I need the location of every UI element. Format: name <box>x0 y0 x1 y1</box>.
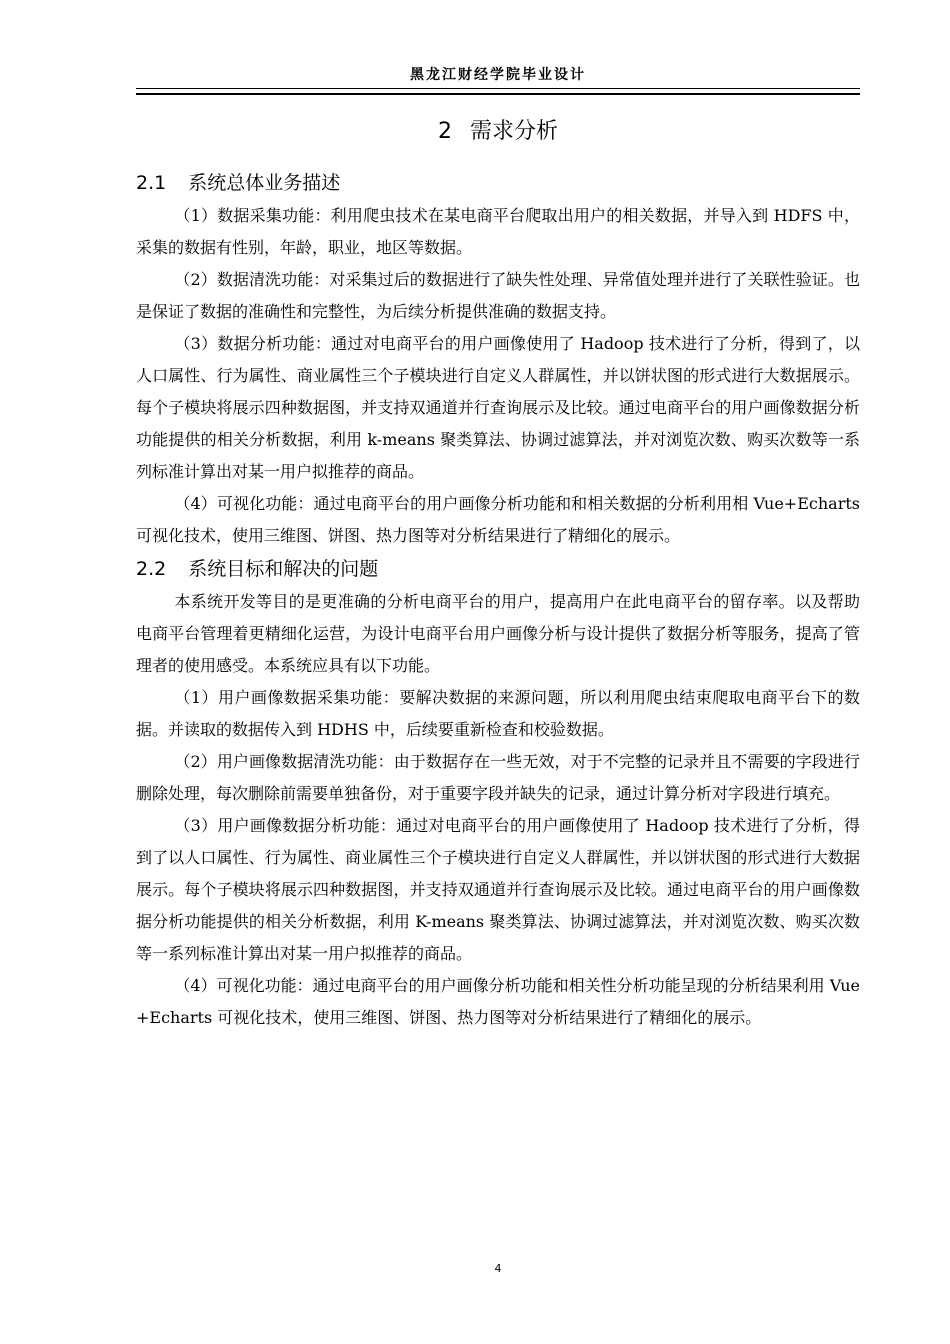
paragraph: （4）可视化功能：通过电商平台的用户画像分析功能和相关性分析功能呈现的分析结果利用 Vue+Echarts 可视化技术，使用三维图、饼图、热力图等对分析结果进行了精细化的展示。 <box>136 976 860 1027</box>
section-number: 2.2 <box>136 558 167 580</box>
paragraph: （1）用户画像数据采集功能：要解决数据的来源问题，所以利用爬虫结束爬取电商平台下的数据。并读取的数据传入到 HDHS 中，后续要重新检查和校验数据。 <box>136 688 860 739</box>
paragraph: （2）数据清洗功能：对采集过后的数据进行了缺失性处理、异常值处理并进行了关联性验证。也是保证了数据的准确性和完整性，为后续分析提供准确的数据支持。 <box>136 270 860 321</box>
section-title: 系统总体业务描述 <box>188 172 341 194</box>
header-rule <box>136 88 860 95</box>
paragraph: （4）可视化功能：通过电商平台的用户画像分析功能和和相关数据的分析利用相 Vue+Echarts 可视化技术，使用三维图、饼图、热力图等对分析结果进行了精细化的展示。 <box>136 494 860 545</box>
section-number: 2.1 <box>136 172 167 194</box>
section-heading-2-1 <box>136 166 860 200</box>
paragraph: （1）数据采集功能：利用爬虫技术在某电商平台爬取出用户的相关数据，并导入到 HDFS 中，采集的数据有性别，年龄，职业，地区等数据。 <box>136 206 860 257</box>
paragraph: 本系统开发等目的是更准确的分析电商平台的用户，提高用户在此电商平台的留存率。以及帮助电商平台管理着更精细化运营，为设计电商平台用户画像分析与设计提供了数据分析等服务，提高了管理者的使用感受。本系统应具有以下功能。 <box>136 592 860 675</box>
section-title: 系统目标和解决的问题 <box>188 558 379 580</box>
chapter-heading: 需求分析 <box>469 119 558 144</box>
page-header: 黑龙江财经学院毕业设计 <box>410 67 586 83</box>
body-content <box>136 166 860 1034</box>
page-number: 4 <box>494 1262 502 1275</box>
paragraph: （3）用户画像数据分析功能：通过对电商平台的用户画像使用了 Hadoop 技术进行了分析，得到了以人口属性、行为属性、商业属性三个子模块进行自定义人群属性，并以饼状图的形式进行大数据展示。每个子模块将展示四种数据图，并支持双通道并行查询展示及比较。通过电商平台的用户画像数据分析功能提供的相关分析数据，利用 K-means 聚类算法、协调过滤算法，并对浏览次数、购买次数等一系列标准计算出对某一用户拟推荐的商品。 <box>136 816 860 963</box>
paragraph: （2）用户画像数据清洗功能：由于数据存在一些无效，对于不完整的记录并且不需要的字段进行删除处理，每次删除前需要单独备份，对于重要字段并缺失的记录，通过计算分析对字段进行填充。 <box>136 752 860 803</box>
section-heading-2-2 <box>136 552 860 586</box>
chapter-title <box>136 114 860 145</box>
paragraph: （3）数据分析功能：通过对电商平台的用户画像使用了 Hadoop 技术进行了分析，得到了，以人口属性、行为属性、商业属性三个子模块进行自定义人群属性，并以饼状图的形式进行大数据展示。每个子模块将展示四种数据图，并支持双通道并行查询展示及比较。通过电商平台的用户画像数据分析功能提供的相关分析数据，利用 k-means 聚类算法、协调过滤算法，并对浏览次数、购买次数等一系列标准计算出对某一用户拟推荐的商品。 <box>136 334 860 481</box>
chapter-number: 2 <box>437 119 452 144</box>
